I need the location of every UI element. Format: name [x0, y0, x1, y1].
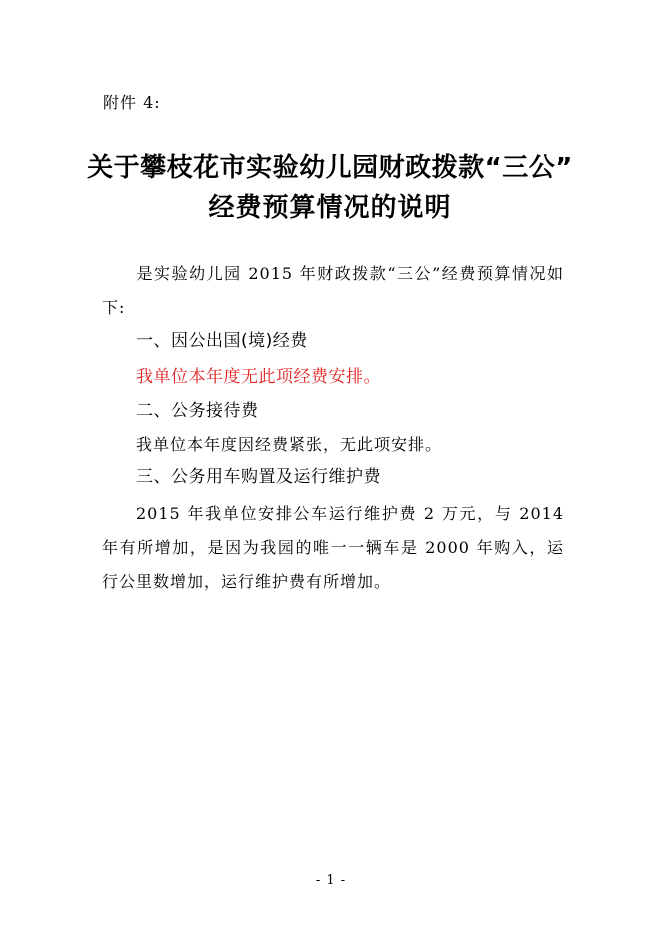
page-number: - 1 - — [315, 873, 347, 888]
title-line-2: 经费预算情况的说明 — [208, 193, 452, 223]
section-heading-3: 三、公务用车购置及运行维护费 — [136, 467, 381, 487]
title-line-1: 关于攀枝花市实验幼儿园财政拨款“三公” — [87, 153, 573, 183]
section-body-3: 2015 年我单位安排公车运行维护费 2 万元，与 2014 年有所增加，是因为我园的唯一一辆车是 2000 年购入，运行公里数增加，运行维护费有所增加。 — [102, 504, 564, 591]
section-heading-2: 二、公务接待费 — [136, 401, 259, 421]
section-heading-1: 一、因公出国(境)经费 — [136, 331, 308, 351]
section-body-1: 我单位本年度无此项经费安排。 — [136, 367, 381, 387]
section-body-2: 我单位本年度因经费紧张，无此项安排。 — [136, 435, 443, 454]
document-title — [80, 148, 580, 228]
intro-text: 是实验幼儿园 2015 年财政拨款“三公”经费预算情况如下: — [102, 264, 564, 317]
attachment-label: 附件 4: — [103, 93, 161, 112]
section-paragraph-3 — [102, 497, 564, 599]
intro-paragraph — [102, 257, 564, 325]
section-paragraph-2 — [102, 428, 564, 462]
